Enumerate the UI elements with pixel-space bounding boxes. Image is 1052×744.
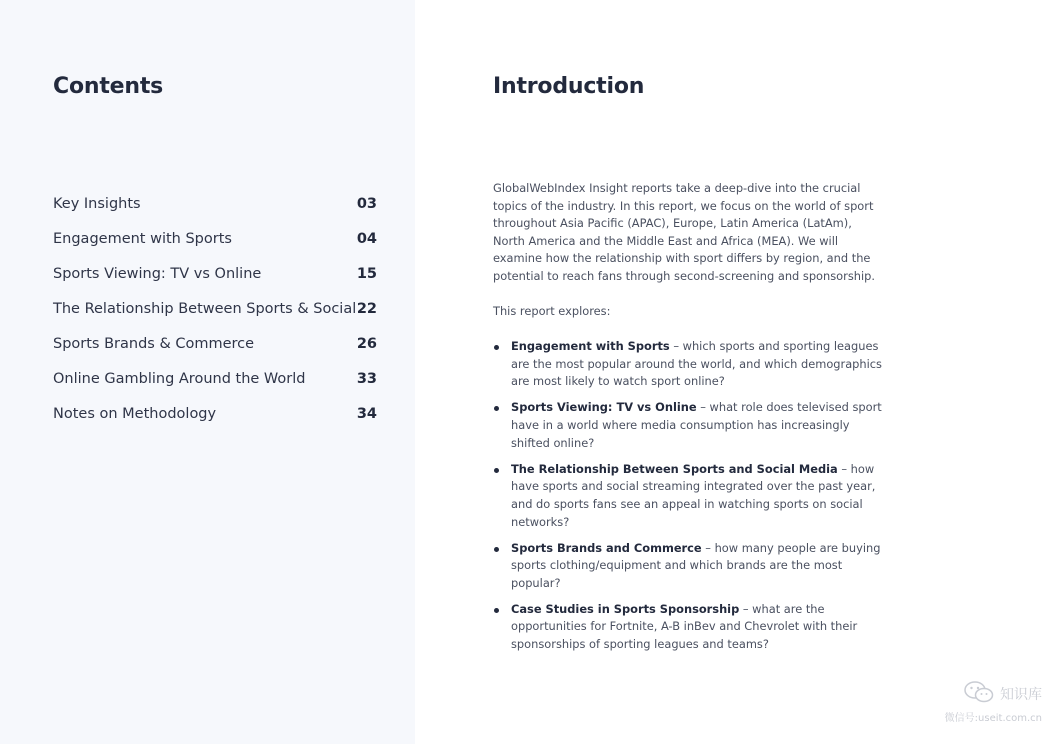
list-item [493,540,885,593]
list-item [493,399,885,452]
contents-heading: Contents [53,74,164,99]
toc-item[interactable] [53,221,377,256]
bullet-icon [494,406,499,411]
watermark-account: 微信号:useit.com.cn [944,713,1042,724]
toc-item-label: Engagement with Sports [53,230,232,247]
toc-item-page: 33 [356,370,377,387]
bullet-title: Engagement with Sports [511,339,670,354]
bullet-icon [494,547,499,552]
toc-item[interactable] [53,396,377,431]
bullet-title: Sports Viewing: TV vs Online [511,400,697,415]
toc-item-page: 03 [356,195,377,212]
watermark-brand: 知识库 [1000,687,1042,703]
explores-label: This report explores: [493,303,611,318]
toc-item-label: Notes on Methodology [53,405,217,422]
bullet-text: – what role does televised sport have in a world where media consumption has increasingly shifted online? [511,400,882,450]
bullet-title: Case Studies in Sports Sponsorship [511,601,740,616]
toc-item[interactable] [53,291,377,326]
wechat-icon [964,681,994,707]
list-item [493,601,885,654]
toc-item[interactable] [53,186,377,221]
toc-item[interactable] [53,256,377,291]
list-item [493,338,885,391]
explores-list [493,338,885,654]
toc-item-page: 22 [356,300,377,317]
list-item [493,461,885,531]
bullet-title: Sports Brands and Commerce [511,540,702,555]
toc-item-page: 34 [356,405,377,422]
bullet-icon [494,608,499,613]
bullet-text: – which sports and sporting leagues are the most popular around the world, and which demographics are most likely to watch sport online? [511,339,882,389]
toc-item-page: 04 [356,230,377,247]
toc-item[interactable] [53,326,377,361]
toc-item-label: Sports Viewing: TV vs Online [53,265,262,282]
toc-item-label: The Relationship Between Sports & Social [53,300,357,317]
toc-item[interactable] [53,361,377,396]
introduction-paragraph: GlobalWebIndex Insight reports take a deep-dive into the crucial topics of the industry. In this report, we focus on the world of sport throughout Asia Pacific (APAC), Europe, Latin America (LatAm), North America and the Middle East and Africa (MEA). We will examine how the relationship with sport differs by region, and the potential to reach fans through second-screening and sponsorship. [493,181,876,283]
introduction-heading: Introduction [493,74,645,99]
introduction-body [493,180,885,662]
watermark [945,681,1042,724]
bullet-text: – what are the opportunities for Fortnite, A-B inBev and Chevrolet with their sponsorships of sporting leagues and teams? [511,601,858,652]
table-of-contents [53,186,377,431]
toc-item-label: Online Gambling Around the World [53,370,306,387]
contents-panel [0,0,415,744]
toc-item-page: 26 [356,335,377,352]
bullet-text: – how many people are buying sports clothing/equipment and which brands are the most popular? [511,540,881,590]
bullet-title: The Relationship Between Sports and Social Media [511,461,838,476]
toc-item-label: Key Insights [53,195,141,212]
bullet-icon [494,468,499,473]
bullet-icon [494,345,499,350]
bullet-text: – how have sports and social streaming integrated over the past year, and do sports fans see an appeal in watching sports on social networks? [511,461,876,529]
toc-item-label: Sports Brands & Commerce [53,335,255,352]
toc-item-page: 15 [356,265,377,282]
